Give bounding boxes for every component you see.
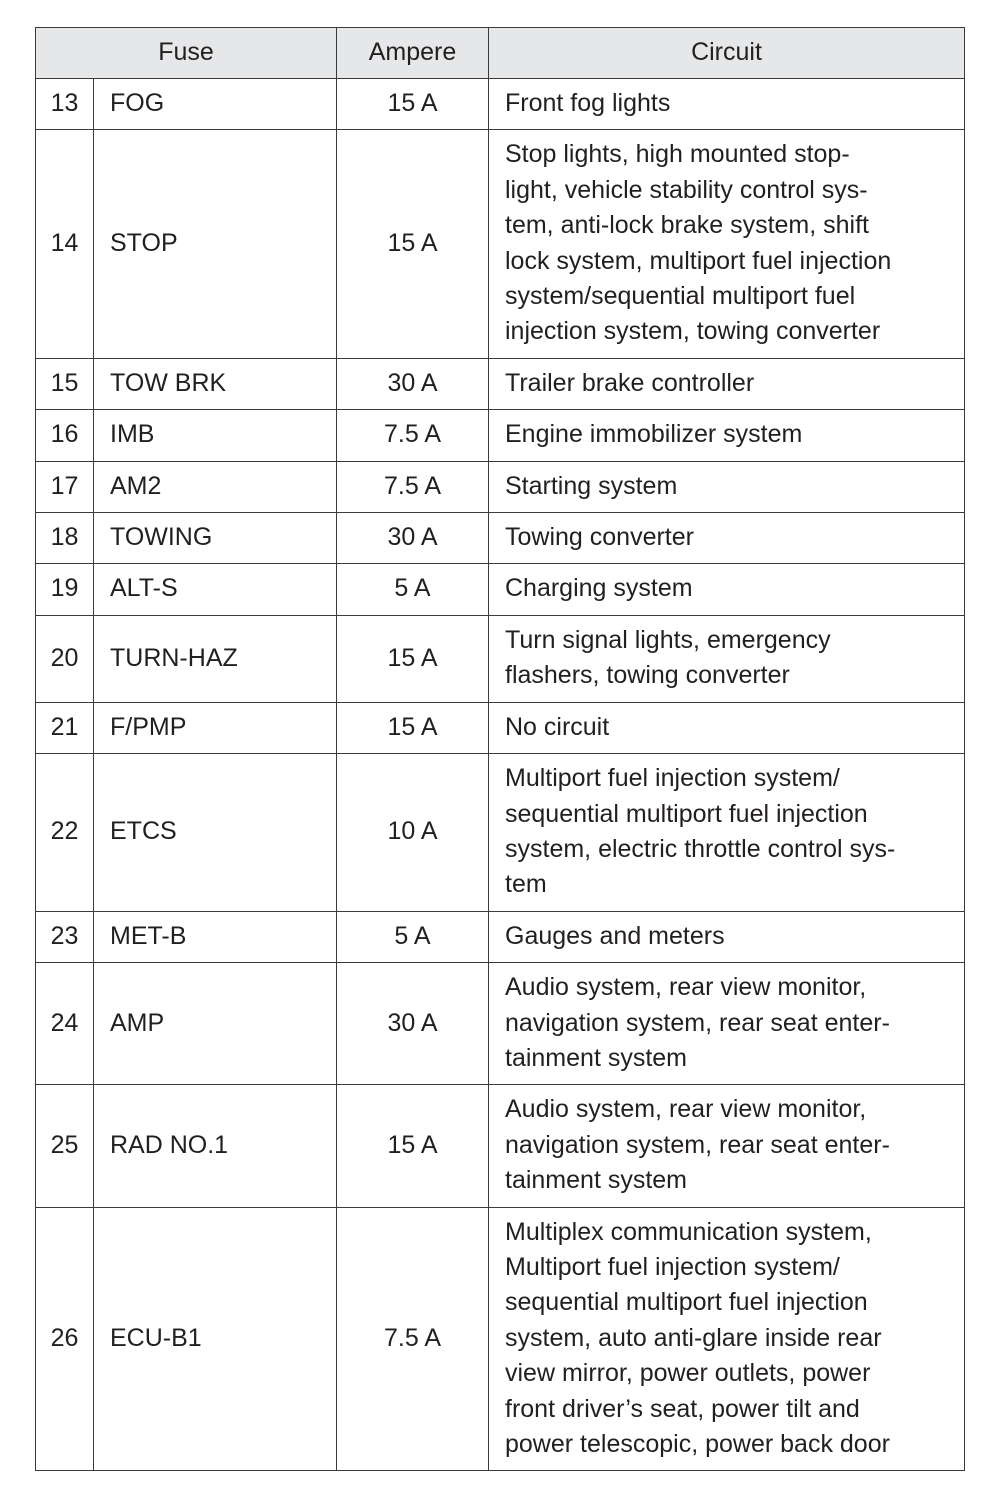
fuse-circuit <box>489 461 965 512</box>
circuit-line: tainment system <box>505 1166 688 1195</box>
fuse-name: MET-B <box>94 911 337 962</box>
fuse-number: 20 <box>36 615 94 702</box>
table-row <box>36 1207 965 1471</box>
fuse-ampere: 15 A <box>337 615 489 702</box>
table-row <box>36 410 965 461</box>
fuse-name: F/PMP <box>94 702 337 753</box>
fuse-circuit <box>489 754 965 912</box>
table-header <box>36 28 965 79</box>
fuse-circuit <box>489 702 965 753</box>
table-row <box>36 754 965 912</box>
fuse-circuit <box>489 410 965 461</box>
fuse-circuit <box>489 911 965 962</box>
fuse-name: ETCS <box>94 754 337 912</box>
circuit-line: system, electric throttle control sys- <box>505 834 896 863</box>
fuse-name: TOW BRK <box>94 358 337 409</box>
table-row <box>36 702 965 753</box>
table-row <box>36 564 965 615</box>
circuit-line: power telescopic, power back door <box>505 1430 890 1458</box>
fuse-name: RAD NO.1 <box>94 1085 337 1207</box>
circuit-line: Charging system <box>505 574 693 603</box>
fuse-ampere: 15 A <box>337 1085 489 1207</box>
fuse-table <box>35 27 965 1471</box>
fuse-circuit <box>489 1207 965 1471</box>
fuse-number: 24 <box>36 963 94 1085</box>
fuse-number: 13 <box>36 79 94 130</box>
circuit-line: light, vehicle stability control sys- <box>505 175 868 204</box>
table-row <box>36 130 965 358</box>
circuit-line: Starting system <box>505 471 678 500</box>
circuit-line: Audio system, rear view monitor, <box>505 1095 867 1124</box>
fuse-circuit <box>489 1085 965 1207</box>
table-row <box>36 911 965 962</box>
header-row <box>36 28 965 79</box>
header-circuit: Circuit <box>489 28 965 79</box>
table-row <box>36 963 965 1085</box>
circuit-line: lock system, multiport fuel injection <box>505 246 892 275</box>
fuse-number: 17 <box>36 461 94 512</box>
fuse-number: 19 <box>36 564 94 615</box>
circuit-line: No circuit <box>505 712 610 741</box>
fuse-ampere: 7.5 A <box>337 410 489 461</box>
fuse-number: 23 <box>36 911 94 962</box>
circuit-line: Multiplex communication system, <box>505 1217 872 1246</box>
fuse-circuit <box>489 513 965 564</box>
fuse-number: 16 <box>36 410 94 461</box>
fuse-ampere: 5 A <box>337 911 489 962</box>
circuit-line: Audio system, rear view monitor, <box>505 973 867 1002</box>
table-row <box>36 358 965 409</box>
fuse-name: AMP <box>94 963 337 1085</box>
circuit-line: tem <box>505 870 547 899</box>
circuit-line: Multiport fuel injection system/ <box>505 1252 840 1281</box>
fuse-ampere: 7.5 A <box>337 461 489 512</box>
fuse-name: TURN-HAZ <box>94 615 337 702</box>
fuse-number: 18 <box>36 513 94 564</box>
table-body <box>36 79 965 1471</box>
table-row <box>36 461 965 512</box>
table-row <box>36 615 965 702</box>
circuit-line: front driver’s seat, power tilt and <box>505 1394 860 1423</box>
fuse-number: 25 <box>36 1085 94 1207</box>
circuit-line: navigation system, rear seat enter- <box>505 1130 890 1159</box>
fuse-name: TOWING <box>94 513 337 564</box>
fuse-name: ECU-B1 <box>94 1207 337 1471</box>
fuse-name: FOG <box>94 79 337 130</box>
fuse-ampere: 15 A <box>337 702 489 753</box>
circuit-line: Multiport fuel injection system/ <box>505 764 840 793</box>
table-row <box>36 79 965 130</box>
fuse-number: 14 <box>36 130 94 358</box>
fuse-circuit <box>489 615 965 702</box>
table-row <box>36 1085 965 1207</box>
circuit-line: sequential multiport fuel injection <box>505 799 868 828</box>
header-ampere: Ampere <box>337 28 489 79</box>
fuse-circuit <box>489 963 965 1085</box>
fuse-number: 21 <box>36 702 94 753</box>
fuse-name: IMB <box>94 410 337 461</box>
fuse-ampere: 5 A <box>337 564 489 615</box>
fuse-ampere: 7.5 A <box>337 1207 489 1471</box>
circuit-line: navigation system, rear seat enter- <box>505 1008 890 1037</box>
fuse-circuit <box>489 79 965 130</box>
header-fuse: Fuse <box>36 28 337 79</box>
circuit-line: Trailer brake controller <box>505 368 755 397</box>
circuit-line: injection system, towing converter <box>505 317 881 346</box>
circuit-line: sequential multiport fuel injection <box>505 1288 868 1317</box>
circuit-line: Gauges and meters <box>505 921 725 950</box>
fuse-ampere: 10 A <box>337 754 489 912</box>
table-row <box>36 513 965 564</box>
circuit-line: flashers, towing converter <box>505 661 790 690</box>
fuse-name: AM2 <box>94 461 337 512</box>
fuse-ampere: 30 A <box>337 513 489 564</box>
circuit-line: Front fog lights <box>505 89 671 117</box>
fuse-ampere: 15 A <box>337 130 489 358</box>
fuse-name: STOP <box>94 130 337 358</box>
circuit-line: tem, anti-lock brake system, shift <box>505 211 870 240</box>
circuit-line: view mirror, power outlets, power <box>505 1359 871 1388</box>
fuse-circuit <box>489 564 965 615</box>
fuse-ampere: 30 A <box>337 963 489 1085</box>
circuit-line: Turn signal lights, emergency <box>505 625 831 654</box>
fuse-ampere: 30 A <box>337 358 489 409</box>
fuse-name: ALT-S <box>94 564 337 615</box>
fuse-number: 26 <box>36 1207 94 1471</box>
fuse-circuit <box>489 358 965 409</box>
circuit-line: system/sequential multiport fuel <box>505 282 856 311</box>
fuse-circuit <box>489 130 965 358</box>
circuit-line: Engine immobilizer system <box>505 420 803 449</box>
fuse-number: 22 <box>36 754 94 912</box>
circuit-line: tainment system <box>505 1043 688 1072</box>
circuit-line: Stop lights, high mounted stop- <box>505 140 850 169</box>
fuse-number: 15 <box>36 358 94 409</box>
circuit-line: Towing converter <box>505 523 694 552</box>
circuit-line: system, auto anti-glare inside rear <box>505 1323 882 1352</box>
fuse-ampere: 15 A <box>337 79 489 130</box>
